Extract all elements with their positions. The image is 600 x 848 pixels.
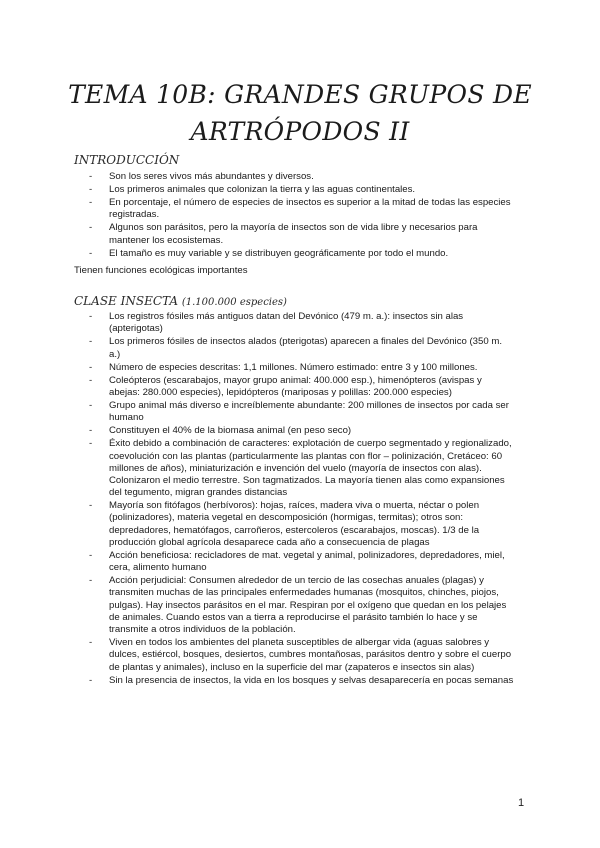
list-item: - Acción perjudicial: Consumen alrededor de un tercio de las cosechas anuales (plagas) y transmiten muchas de las principales enfermedades humanas (mosquitos, chinches, piojos, pulgas). Hay insectos parásitos en el mar. Respiran por el oxígeno que quedan en los pelajes de animales. Cuando estos van a tierra a reproducirse el parásito también lo hace y se transmite a otros individuos de la población. xyxy=(0,575,600,636)
list-item: - Son los seres vivos más abundantes y diversos. xyxy=(0,171,600,183)
clase-list xyxy=(0,311,600,688)
list-item: - Grupo animal más diverso e increíblemente abundante: 200 millones de insectos por cada ser humano xyxy=(0,400,600,424)
list-item: - Sin la presencia de insectos, la vida en los bosques y selvas desaparecería en pocas semanas xyxy=(0,675,600,687)
section-heading-clase-insecta xyxy=(74,294,287,308)
section-heading-introduccion: INTRODUCCIÓN xyxy=(74,153,180,167)
list-item: - Los primeros fósiles de insectos alados (pterigotas) aparecen a finales del Devónico (350 m. a.) xyxy=(0,336,600,360)
list-item: - Viven en todos los ambientes del planeta susceptibles de albergar vida (aguas salobres y dulces, estiércol, bosques, desiertos, cumbres montañosas, parásitos dentro y sobre el cuerpo de plantas y animales), incluso en la superficie del mar (zapateros e insectos sin alas) xyxy=(0,637,600,674)
list-item: - Acción beneficiosa: recicladores de mat. vegetal y animal, polinizadores, depredadores, miel, cera, alimento humano xyxy=(0,550,600,574)
list-item: - Los registros fósiles más antiguos datan del Devónico (479 m. a.): insectos sin alas (apterigotas) xyxy=(0,311,600,335)
list-item: - Éxito debido a combinación de caracteres: explotación de cuerpo segmentado y regionalizado, coevolución con las plantas (particularmente las plantas con flor – polinización, Cretáceo: 60 millones de años), miniaturización e invención del vuelo (mayoría de insectos con alas). Colonizaron el medio terrestre. Son tagmatizados. La mayoría tienen alas como expansiones del tegumento, migran grandes distancias xyxy=(0,438,600,499)
list-item: - En porcentaje, el número de especies de insectos es superior a la mitad de todas las especies registradas. xyxy=(0,197,600,221)
clase-heading-text: CLASE INSECTA xyxy=(74,294,179,308)
list-item: - Constituyen el 40% de la biomasa animal (en peso seco) xyxy=(0,425,600,437)
intro-list xyxy=(0,171,600,261)
list-item: - Algunos son parásitos, pero la mayoría de insectos son de vida libre y necesarios para mantener los ecosistemas. xyxy=(0,222,600,246)
intro-note: Tienen funciones ecológicas importantes xyxy=(74,265,248,276)
clase-heading-count: (1.100.000 especies) xyxy=(181,297,287,308)
list-item: - El tamaño es muy variable y se distribuyen geográficamente por todo el mundo. xyxy=(0,248,600,260)
document-title-line-2: ARTRÓPODOS II xyxy=(190,117,410,146)
page-number: 1 xyxy=(518,797,525,809)
list-item: - Coleópteros (escarabajos, mayor grupo animal: 400.000 esp.), himenópteros (avispas y abejas: 280.000 especies), lepidópteros (mariposas y polillas: 200.000 especies) xyxy=(0,375,600,399)
list-item: - Mayoría son fitófagos (herbívoros): hojas, raíces, madera viva o muerta, néctar o polen (polinizadores), materia vegetal en descomposición (hormigas, termitas); otros son: depredadores, hematófagos, carroñeros, estercoleros (escarabajos, moscas). 1/3 de la producción global agrícola desaparece cada año a consecuencia de plagas xyxy=(0,500,600,549)
list-item: - Los primeros animales que colonizan la tierra y las aguas continentales. xyxy=(0,184,600,196)
document-title-line-1: TEMA 10B: GRANDES GRUPOS DE xyxy=(68,80,532,109)
list-item: - Número de especies descritas: 1,1 millones. Número estimado: entre 3 y 100 millones. xyxy=(0,362,600,374)
